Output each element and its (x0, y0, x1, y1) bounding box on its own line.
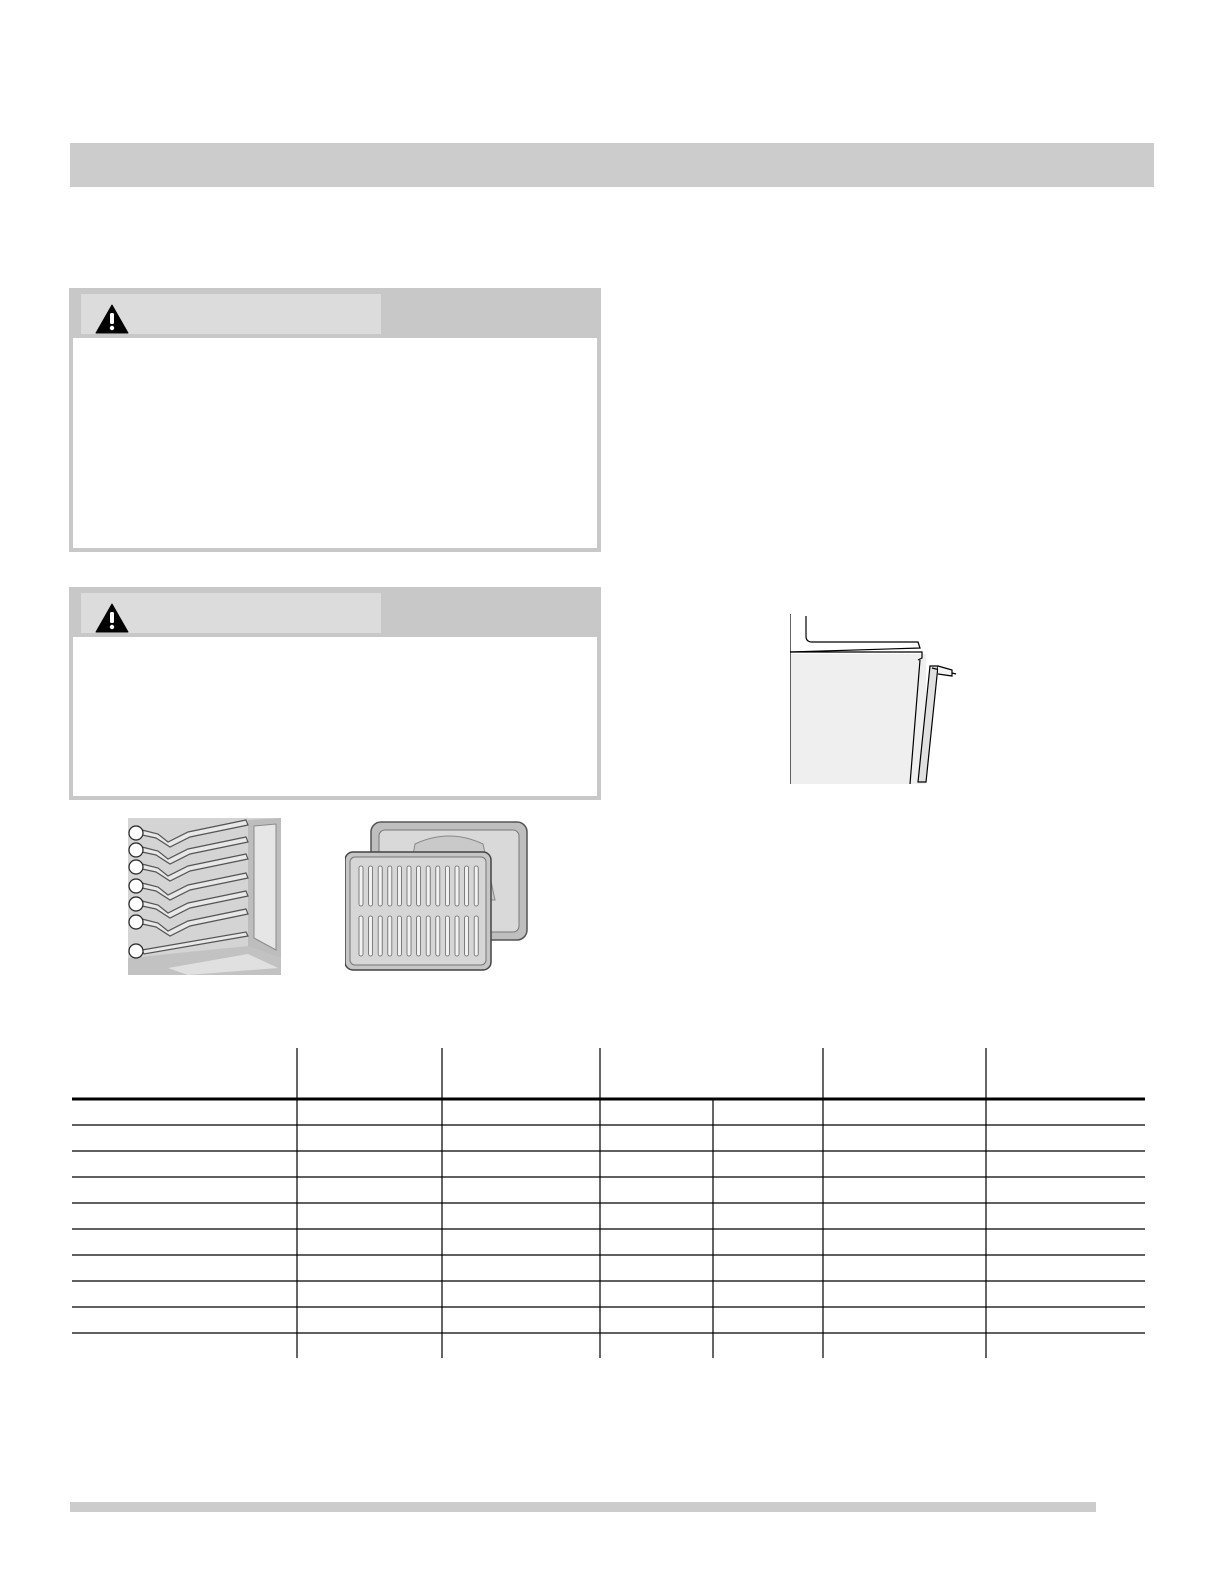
broiler-slot (359, 866, 363, 906)
rack-position-marker (129, 826, 143, 840)
broiler-slot (369, 916, 373, 956)
warning-box-2 (69, 587, 601, 800)
rack-position-marker (129, 897, 143, 911)
warning-label-tab (81, 593, 381, 633)
warning-header (69, 587, 601, 637)
warning-body (73, 637, 597, 796)
broiler-slot (359, 916, 363, 956)
broiler-slot (445, 866, 449, 906)
oven-rack-positions-icon (128, 818, 281, 975)
broiler-slot (407, 916, 411, 956)
broiler-pan-icon (345, 820, 531, 972)
broiler-slot (426, 916, 430, 956)
rack-position-marker (129, 879, 143, 893)
warning-triangle-icon (95, 603, 129, 633)
broiler-slot (474, 916, 478, 956)
broiler-slot (436, 916, 440, 956)
broiler-slot (388, 866, 392, 906)
broiler-slot (369, 866, 373, 906)
warning-triangle-icon (95, 304, 129, 334)
broiler-slot (417, 916, 421, 956)
range-door-open-icon (790, 614, 970, 784)
warning-body (73, 338, 597, 548)
broiler-slot (465, 916, 469, 956)
rack-position-marker (129, 860, 143, 874)
rack-position-marker (129, 915, 143, 929)
warning-header (69, 288, 601, 338)
broiler-slot (378, 866, 382, 906)
broiler-slot (426, 866, 430, 906)
broiler-slot (397, 916, 401, 956)
section-header-bar (70, 143, 1154, 187)
broiler-slot (378, 916, 382, 956)
broiler-slot (465, 866, 469, 906)
broiler-slot (388, 916, 392, 956)
broiler-slot (455, 866, 459, 906)
broiler-slot (417, 866, 421, 906)
rack-position-marker (129, 843, 143, 857)
footer-bar (70, 1502, 1096, 1512)
broiler-slot (445, 916, 449, 956)
broiler-slot (455, 916, 459, 956)
broiler-slot (407, 866, 411, 906)
broiler-slot (436, 866, 440, 906)
cooking-table (72, 1048, 1145, 1358)
broiler-slot (397, 866, 401, 906)
warning-box-1 (69, 288, 601, 552)
warning-label-tab (81, 294, 381, 334)
rack-position-marker (129, 944, 143, 958)
broiler-slot (474, 866, 478, 906)
